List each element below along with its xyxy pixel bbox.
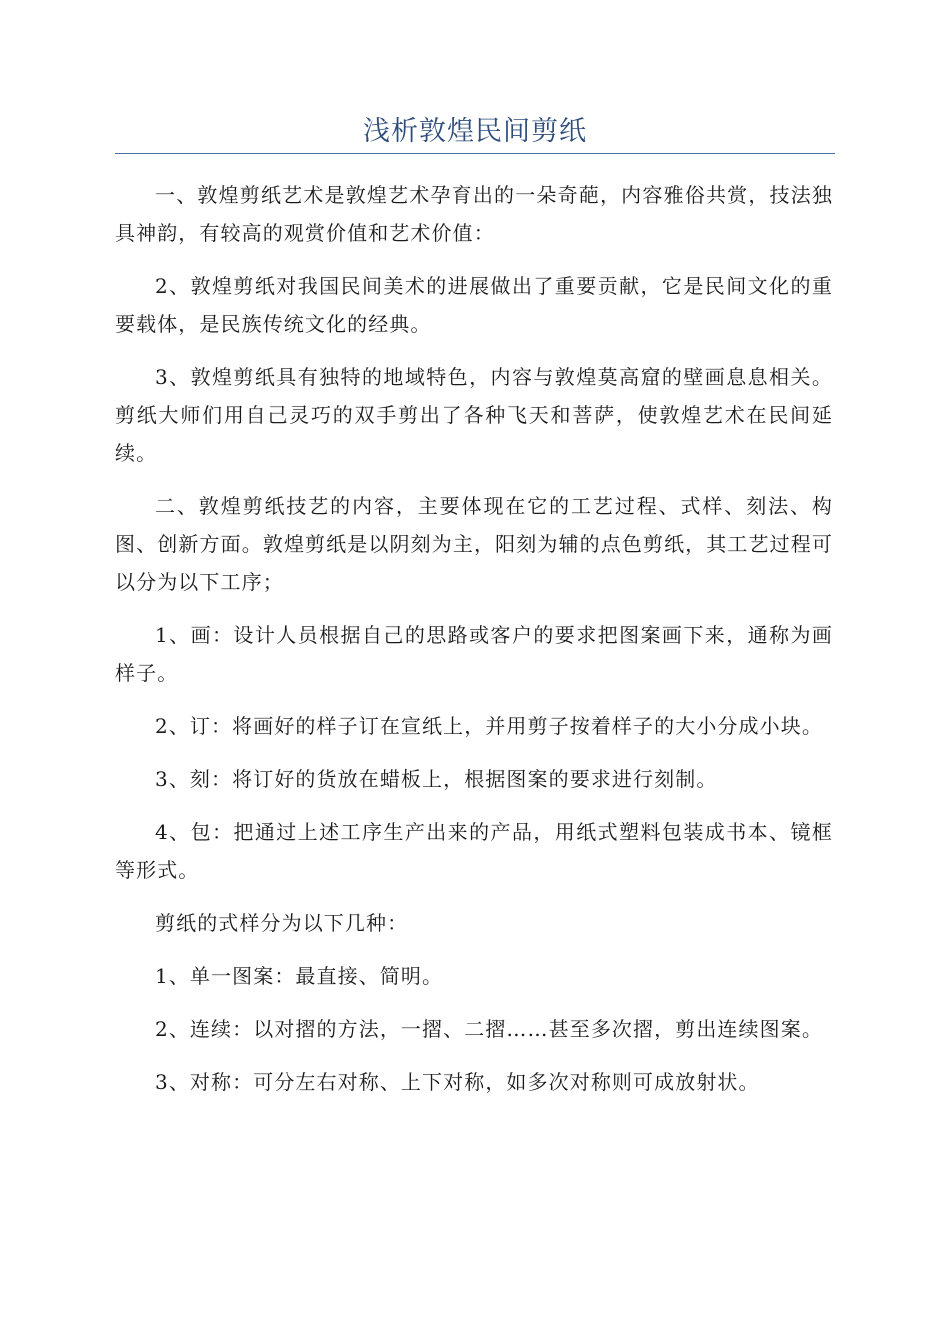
paragraph-9: 剪纸的式样分为以下几种： xyxy=(155,911,409,935)
paragraph-11: 2、连续：以对摺的方法，一摺、二摺……甚至多次摺，剪出连续图案。 xyxy=(155,1017,823,1041)
paragraph-8: 4、包：把通过上述工序生产出来的产品，用纸式塑料包装成书本、镜框等形式。 xyxy=(115,820,833,882)
document-title: 浅析敦煌民间剪纸 xyxy=(363,116,587,147)
document-body xyxy=(115,176,833,1116)
paragraph-6: 2、订：将画好的样子订在宣纸上，并用剪子按着样子的大小分成小块。 xyxy=(155,714,823,738)
paragraph-7: 3、刻：将订好的货放在蜡板上，根据图案的要求进行刻制。 xyxy=(155,767,718,791)
paragraph-1: 一、敦煌剪纸艺术是敦煌艺术孕育出的一朵奇葩，内容雅俗共赏，技法独具神韵，有较高的观赏价值和艺术价值： xyxy=(115,183,833,245)
paragraph-5: 1、画：设计人员根据自己的思路或客户的要求把图案画下来，通称为画样子。 xyxy=(115,623,833,685)
paragraph-3: 3、敦煌剪纸具有独特的地域特色，内容与敦煌莫高窟的壁画息息相关。剪纸大师们用自己灵巧的双手剪出了各种飞天和菩萨，使敦煌艺术在民间延续。 xyxy=(115,365,833,465)
paragraph-2: 2、敦煌剪纸对我国民间美术的进展做出了重要贡献，它是民间文化的重要载体，是民族传统文化的经典。 xyxy=(115,274,833,336)
paragraph-10: 1、单一图案：最直接、简明。 xyxy=(155,964,444,988)
paragraph-4: 二、敦煌剪纸技艺的内容，主要体现在它的工艺过程、式样、刻法、构图、创新方面。敦煌剪纸是以阴刻为主，阳刻为辅的点色剪纸，其工艺过程可以分为以下工序； xyxy=(115,494,833,594)
paragraph-12: 3、对称：可分左右对称、上下对称，如多次对称则可成放射状。 xyxy=(155,1070,760,1094)
title-underline xyxy=(115,153,835,154)
